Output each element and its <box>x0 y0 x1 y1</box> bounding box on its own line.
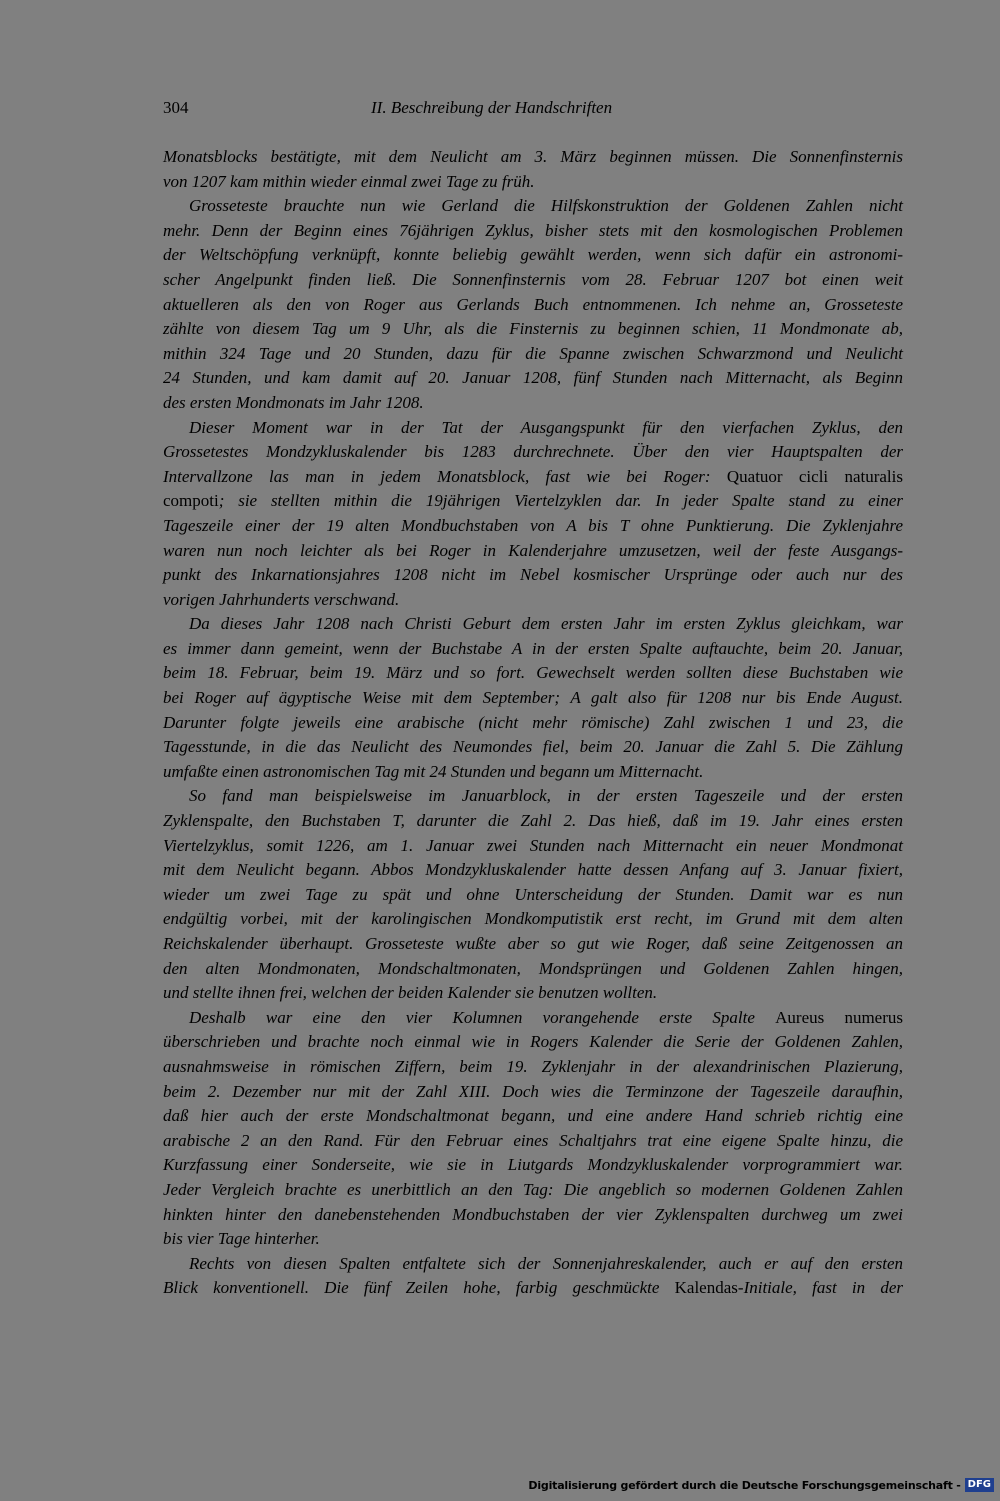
text-line: Tageszeile einer der 19 alten Mondbuchstaben von A bis T ohne Punktierung. Die Zyklenjahre <box>163 515 903 535</box>
text-line: des ersten Mondmonats im Jahr 1208. <box>163 392 424 412</box>
text-line: und stellte ihnen frei, welchen der beiden Kalender sie benutzen wollten. <box>163 983 658 1003</box>
text-line: bis vier Tage hinterher. <box>163 1229 320 1249</box>
text-line: Tagesstunde, in die das Neulicht des Neumondes fiel, beim 20. Januar die Zahl 5. Die Zählung <box>163 737 903 757</box>
text-line: Blick konventionell. Die fünf Zeilen hohe, farbig geschmückte Kalendas-Initiale, fast in der <box>163 1278 903 1298</box>
text-line: wieder um zwei Tage zu spät und ohne Unterscheidung der Stunden. Damit war es nun <box>163 884 903 904</box>
text-line: mit dem Neulicht begann. Abbos Mondzykluskalender hatte dessen Anfang auf 3. Januar fixiert, <box>163 860 903 880</box>
text-line: es immer dann gemeint, wenn der Buchstabe A in der ersten Spalte auftauchte, beim 20. Januar, <box>163 638 903 658</box>
text-line: punkt des Inkarnationsjahres 1208 nicht im Nebel kosmischer Ursprünge oder auch nur des <box>163 565 903 585</box>
text-line: von 1207 kam mithin wieder einmal zwei Tage zu früh. <box>163 171 535 191</box>
footer-credit-text: Digitalisierung gefördert durch die Deutsche Forschungsgemeinschaft - <box>528 1478 961 1492</box>
text-line: Grossetestes Mondzykluskalender bis 1283 durchrechnete. Über den vier Hauptspalten der <box>163 442 903 462</box>
page-number: 304 <box>163 98 189 117</box>
text-line: compoti; sie stellten mithin die 19jährigen Viertelzyklen dar. In jeder Spalte stand zu einer <box>163 491 903 511</box>
text-line: bei Roger auf ägyptische Weise mit dem September; A galt also für 1208 nur bis Ende August. <box>163 688 903 708</box>
text-line: daß hier auch der erste Mondschaltmonat begann, und eine andere Hand schrieb richtig eine <box>163 1106 903 1126</box>
latin-term: compoti <box>163 491 219 511</box>
latin-term: Aureus numerus <box>775 1007 903 1027</box>
text-line: ausnahmsweise in römischen Ziffern, beim 19. Zyklenjahr in der alexandrinischen Plazierung, <box>163 1056 903 1076</box>
text-line: umfaßte einen astronomischen Tag mit 24 Stunden und begann um Mitternacht. <box>163 761 704 781</box>
text-line: arabische 2 an den Rand. Für den Februar eines Schaltjahrs trat eine eigene Spalte hinzu, die <box>163 1130 903 1150</box>
text-line: hinkten hinter den danebenstehenden Mondbuchstaben der vier Zyklenspalten durchweg um zwei <box>163 1204 903 1224</box>
text-line: Rechts von diesen Spalten entfaltete sich der Sonnenjahreskalender, auch er auf den ersten <box>189 1253 903 1273</box>
text-line: Viertelzyklus, somit 1226, am 1. Januar zwei Stunden nach Mitternacht ein neuer Mondmonat <box>163 835 903 855</box>
text-line: Deshalb war eine den vier Kolumnen vorangehende erste Spalte Aureus numerus <box>189 1007 903 1027</box>
footer-credit <box>528 1477 994 1493</box>
dfg-logo: DFG <box>965 1478 994 1492</box>
text-line: scher Angelpunkt finden ließ. Die Sonnenfinsternis vom 28. Februar 1207 bot einen weit <box>163 269 903 289</box>
text-line: Zyklenspalte, den Buchstaben T, darunter die Zahl 2. Das hieß, daß im 19. Jahr eines ersten <box>163 811 903 831</box>
text-line: den alten Mondmonaten, Mondschaltmonaten, Mondsprüngen und Goldenen Zahlen hingen, <box>163 958 903 978</box>
text-line: Dieser Moment war in der Tat der Ausgangspunkt für den vierfachen Zyklus, den <box>189 417 903 437</box>
latin-term: Quatuor cicli naturalis <box>726 466 903 486</box>
text-line: Monatsblocks bestätigte, mit dem Neulicht am 3. März beginnen müssen. Die Sonnenfinsternis <box>163 147 903 166</box>
text-line: So fand man beispielsweise im Januarblock, in der ersten Tageszeile und der ersten <box>189 786 903 806</box>
text-line: Reichskalender überhaupt. Grosseteste wußte aber so gut wie Roger, daß seine Zeitgenossen an <box>163 934 903 953</box>
text-line: zählte von diesem Tag um 9 Uhr, als die Finsternis zu beginnen schien, 11 Mondmonate ab, <box>163 319 903 339</box>
text-line: Kurzfassung einer Sonderseite, wie sie in Liutgards Mondzykluskalender vorprogrammiert war. <box>163 1155 903 1175</box>
text-line: der Weltschöpfung verknüpft, konnte beliebig gewählt werden, wenn sich dafür ein astronomi- <box>163 245 903 265</box>
text-line: Grosseteste brauchte nun wie Gerland die Hilfskonstruktion der Goldenen Zahlen nicht <box>189 196 903 216</box>
text-line: beim 18. Februar, beim 19. März und so fort. Gewechselt werden sollten diese Buchstaben wie <box>163 663 903 683</box>
text-line: Intervallzone las man in jedem Monatsblock, fast wie bei Roger: Quatuor cicli naturalis <box>163 466 903 486</box>
text-line: vorigen Jahrhunderts verschwand. <box>163 589 400 609</box>
text-line: 24 Stunden, und kam damit auf 20. Januar 1208, fünf Stunden nach Mitternacht, als Beginn <box>163 368 903 388</box>
text-line: mehr. Denn der Beginn eines 76jährigen Zyklus, bisher stets mit den kosmologischen Problemen <box>163 220 903 240</box>
text-line: waren nun noch leichter als bei Roger in Kalenderjahre umzusetzen, weil der feste Ausgangs- <box>163 540 903 560</box>
text-line: Darunter folgte jeweils eine arabische (nicht mehr römische) Zahl zwischen 1 und 23, die <box>163 712 903 732</box>
body-text <box>163 145 903 1301</box>
text-line: aktuelleren als den von Roger aus Gerlands Buch entnommenen. Ich nehme an, Grosseteste <box>163 294 903 314</box>
text-line: endgültig vorbei, mit der karolingischen Mondkomputistik erst recht, im Grund mit dem alten <box>163 909 903 929</box>
text-line: Da dieses Jahr 1208 nach Christi Geburt dem ersten Jahr im ersten Zyklus gleichkam, war <box>189 614 903 634</box>
page-header <box>163 98 903 124</box>
text-line: Jeder Vergleich brachte es unerbittlich an den Tag: Die angeblich so modernen Goldenen Zahlen <box>163 1179 903 1199</box>
text-line: mithin 324 Tage und 20 Stunden, dazu für die Spanne zwischen Schwarzmond und Neulicht <box>163 343 903 363</box>
text-line: beim 2. Dezember nur mit der Zahl XIII. Doch wies die Terminzone der Tageszeile daraufhin, <box>163 1081 903 1101</box>
running-head: II. Beschreibung der Handschriften <box>371 98 613 117</box>
text-line: überschrieben und brachte noch einmal wie in Rogers Kalender die Serie der Goldenen Zahlen, <box>163 1032 903 1052</box>
latin-term: Kalendas- <box>674 1278 744 1298</box>
